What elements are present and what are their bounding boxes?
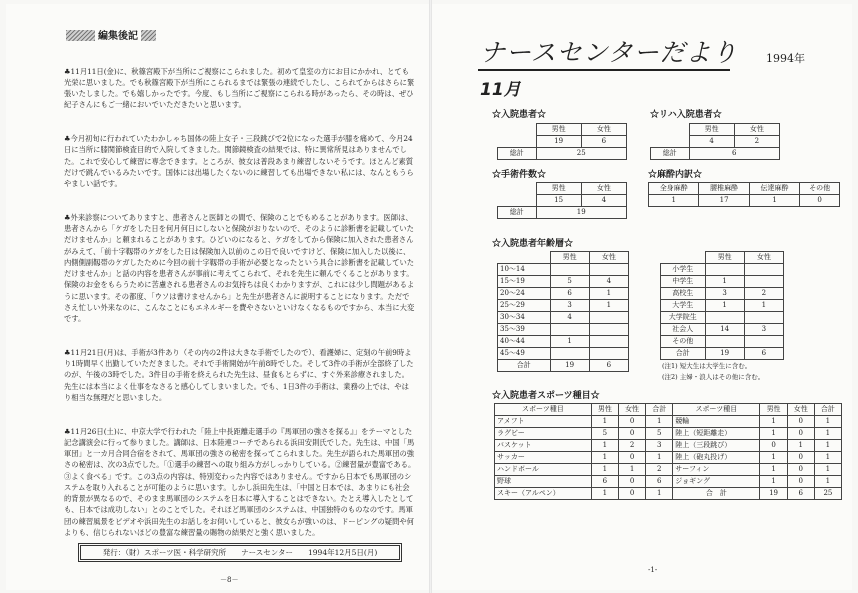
header-cell: 男性 [689, 124, 734, 136]
value-cell: 1 [749, 195, 799, 207]
table-row: アメフト 1 0 1 競輪 1 0 1 [495, 416, 842, 428]
header-cell: 合計 [814, 404, 841, 416]
total-value: 6 [689, 148, 780, 160]
header-cell: 女性 [734, 124, 779, 136]
table-row: 中学生 1 [661, 276, 784, 288]
header-cell: 男性 [550, 252, 589, 264]
newsletter-month: 11月 [480, 80, 521, 100]
table-row: 25～29 3 1 [498, 300, 629, 312]
table-row: サッカー 1 0 1 陸上（砲丸投げ） 1 0 1 [495, 452, 842, 464]
table-row: ラグビー 5 0 5 陸上（短距離走） 1 0 1 [495, 428, 842, 440]
table-row: 社会人 14 3 [661, 324, 784, 336]
header-cell: 男性 [536, 124, 581, 136]
table-row: 大学院生 [661, 312, 784, 324]
newsletter-title: ナースセンターだより [480, 38, 738, 67]
header-cell: 合計 [646, 404, 673, 416]
value-cell: 15 [536, 195, 581, 207]
page-crease [429, 0, 432, 593]
sports-title: ☆入院患者スポーツ種目☆ [492, 391, 600, 401]
page-number-left: －8－ [220, 576, 239, 584]
table-row: 45～49 [498, 348, 629, 360]
paragraph: ♣外来診察についてありますと、患者さんと医師との間で、保険のことでもめることがあります。医師は、患者さんから「ケガをした日を何月何日にしないと保険がおりないので、そのように診断書を記載していただけませんか」と頼まれることがあります。ひどいのになると、ケガをしてから保険に加入された患者さんがみえて、「前十字靱帯のケガをした日は保険加入以前のこの日で良いですけど、保険に加入した以後に、内側側副靱帯のケガしたために今回の前十字靱帯の手術が必要となったという具合に診断書を記載していただけませんか」と話の内容を患者さんが事前に考えてこられて、それを先生に頼んでくることがあります。保険のお金をもらうために苦慮される患者さんのお気持ちは良くわかりますが、これには少し問題があるように思います。その都度、「ウソは書けませんから」と先生が患者さんに説明することになります。ただでさえ忙しい外来なのに、こんなことにもエネルギーを費やさないといけなくなるものですから、本当に大変です。 [64, 212, 415, 323]
rehab-title: ☆リハ入院患者☆ [650, 110, 722, 120]
total-value: 25 [536, 148, 627, 160]
title-underline [478, 69, 730, 71]
header-cell: 腰椎麻酔 [699, 183, 749, 195]
value-cell: 0 [800, 195, 840, 207]
inpatients-table [497, 123, 627, 160]
total-label: 総計 [498, 148, 537, 160]
header-cell: スポーツ種目 [673, 404, 760, 416]
value-cell: 1 [649, 195, 699, 207]
table-row: 高校生 3 2 [661, 288, 784, 300]
sports-table [494, 403, 842, 500]
anesthesia-table [648, 182, 840, 207]
value-cell: 6 [581, 136, 626, 148]
header-cell: 女性 [618, 404, 645, 416]
header-cell: 女性 [744, 252, 783, 264]
table-row: スキー（アルペン） 1 0 1 合 計 19 6 25 [495, 488, 842, 500]
page-number-right: -1- [648, 566, 658, 574]
table-row: 大学生 1 1 [661, 300, 784, 312]
total-label: 総計 [651, 148, 690, 160]
table-row: 合計 19 6 [498, 360, 629, 372]
header-cell: 男性 [705, 252, 744, 264]
newsletter-year: 1994年 [766, 52, 805, 65]
header-cell: 女性 [581, 183, 626, 195]
occupation-table [660, 251, 784, 360]
header-cell: 伝達麻酔 [749, 183, 799, 195]
table-row: その他 [661, 336, 784, 348]
header-cell: 男性 [760, 404, 787, 416]
header-cell: 女性 [589, 252, 628, 264]
inpatients-title: ☆入院患者☆ [492, 110, 547, 120]
value-cell: 4 [689, 136, 734, 148]
table-row: 30～34 4 [498, 312, 629, 324]
table-row: 合計 19 6 [661, 348, 784, 360]
paragraph: ♣11月11日(金)に、秋篠宮殿下が当所にご視察にこられました。初めて皇室の方にお目にかかれ、とても光栄に思いました。でも秋篠宮殿下が当所にこられるまでは緊張の連続でしたし、こられてからはさらに緊張いたしました。でも嬉しかったです。今度、もし当所にご視察にこられる時があったら、その時は、ぜひ紀子さんにもご一緒においでいただきたいと思います。 [64, 66, 415, 110]
publisher-footer: 発行：（財）スポーツ医・科学研究所 ナースセンター 1994年12月5日(月) [80, 545, 400, 560]
table-row: 35～39 [498, 324, 629, 336]
table-row: 15～19 5 4 [498, 276, 629, 288]
rehab-table [650, 123, 780, 160]
occupation-note: (注1) 短大生は大学生に含む。 [662, 362, 752, 370]
occupation-note: (注2) 主婦・浪人はその他に含む。 [662, 373, 765, 381]
total-label: 総計 [498, 207, 537, 219]
age-title: ☆入院患者年齢層☆ [492, 239, 574, 249]
age-table [497, 251, 629, 372]
editorial-body [64, 43, 416, 561]
header-cell: 男性 [536, 183, 581, 195]
anesthesia-title: ☆麻酔内訳☆ [648, 170, 703, 180]
paragraph: ♣11月21日(月)は、手術が3件あり（その内の2件は大きな手術でしたので）、看護婦に、定刻の午前9時より1時間早く出勤していただきました。それで手術開始が午前8時でした。そして3件の手術が全部終了したのが、午後の3時でした。3件目の手術を終えられた先生は、昼食もとらずに、すぐ外来診療されました。先生には本当によく仕事をなさると感心してしまいました。でも、1日3件の手術は、業務の上では、やはり相当な無理だと思いました。 [64, 347, 414, 402]
table-row: 10～14 [498, 264, 629, 276]
header-cell: 女性 [581, 124, 626, 136]
header-cell: その他 [800, 183, 840, 195]
paragraph: ♣11月26日(土)に、中京大学で行われた「陸上中長距離走選手の『馬軍団の強さを探る』」をテーマとした記念講演会に行って参りました。講師は、日本陸連コーチであられる浜田安則氏でした。先生は、中国「馬軍団」と一カ月合同合宿をされて、馬軍団の強さの秘密を探ってこられました。先生が語られた馬軍団の強さの秘密は、次の3点でした。「①選手の練習への取り組み方がしっかりしている。②練習量が豊富である。③よく食べる」です。この3点の内容は、特別変わった内容ではありません。ですから日本でも馬軍団のシステムを取り入れることが可能のように思います。しかし浜田先生は、「中国と日本では、あまりにも社会的背景が異なるので、そのまま馬軍団のシステムを日本に導入することはできない。たとえ導入したとしても、日本では成功しない」とのことでした。それほど馬軍団のシステムは、中国独特のものなのです。馬軍団の練習風景をビデオや浜田先生のお話しをお伺いしていると、彼女らが強いのは、ドーピングの疑問や何よりも、信じられないほどの豊富な練習量の賜物の結果だと強く思いました。 [64, 426, 416, 537]
value-cell: 17 [699, 195, 749, 207]
header-cell: スポーツ種目 [495, 404, 592, 416]
surgery-table [497, 182, 627, 219]
paragraph: ♣今月初旬に行われていたわかしゃち国体の陸上女子・三段跳びで2位になった選手が膝を痛めて、今月24日に当所に膝関節検査目的で入院してきました。関節鏡検査の結果では、特に異常所見はありませんでした。これで安心して練習に専念できます。ところが、彼女は普段あまり練習しないそうです。ほとんど素質だけで跳んでいるみたいです。国体には出場したくないのに練習しても出場できない私には、なんともうらやましい話です。 [64, 134, 414, 188]
value-cell: 4 [581, 195, 626, 207]
table-row: 小学生 [661, 264, 784, 276]
table-row: 40～44 1 [498, 336, 629, 348]
table-row: バスケット 1 2 3 陸上（三段跳び） 0 1 1 [495, 440, 842, 452]
table-row: 野球 6 0 6 ジョギング 1 0 1 [495, 476, 842, 488]
value-cell: 2 [734, 136, 779, 148]
surgery-title: ☆手術件数☆ [492, 170, 547, 180]
value-cell: 19 [536, 136, 581, 148]
table-row: ハンドボール 1 1 2 サーフィン 1 0 1 [495, 464, 842, 476]
table-row: 20～24 6 1 [498, 288, 629, 300]
header-cell: 女性 [787, 404, 814, 416]
editorial-header: 編集後記 [95, 27, 141, 42]
header-cell: 男性 [591, 404, 618, 416]
total-value: 19 [536, 207, 627, 219]
header-cell: 全身麻酔 [649, 183, 699, 195]
